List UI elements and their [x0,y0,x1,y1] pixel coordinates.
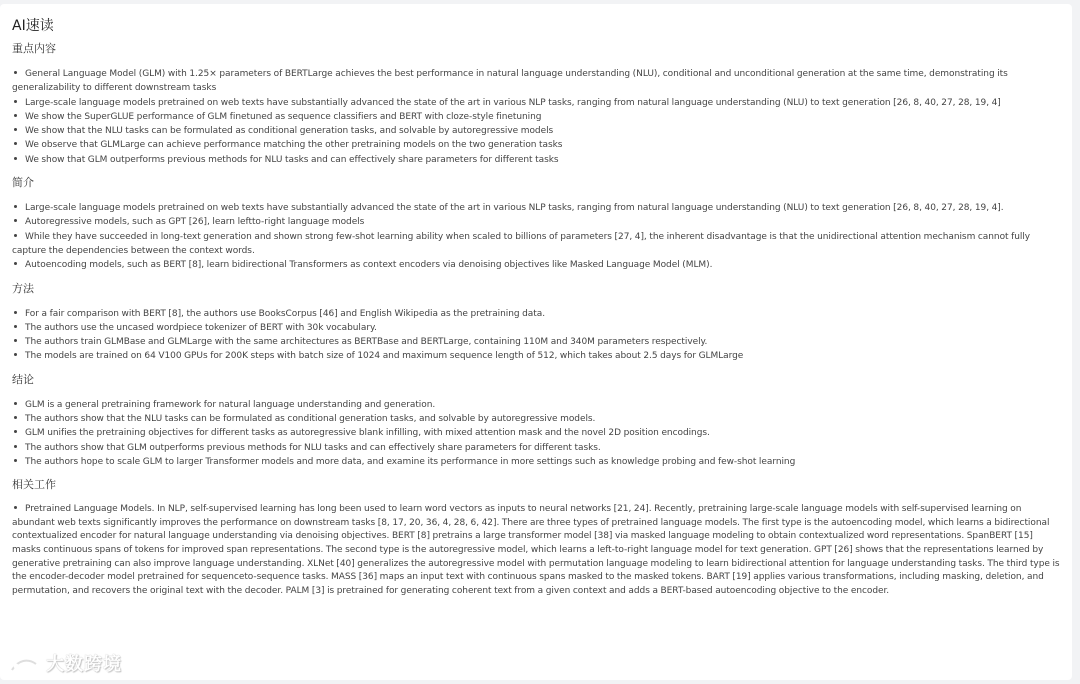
bullet-item [12,96,1060,110]
bullet-text: The authors use the uncased wordpiece tokenizer of BERT with 30k vocabulary. [25,322,377,333]
bullet-text: For a fair comparison with BERT [8], the authors use BooksCorpus [46] and English Wikipedia as the pretraining data. [25,308,546,319]
bullet-dot-icon [14,157,17,160]
bullet-text: The models are trained on 64 V100 GPUs for 200K steps with batch size of 1024 and maximum sequence length of 512, which takes about 2.5 days for GLMLarge [25,351,744,362]
bullet-item [12,503,1060,598]
bullet-text: We observe that GLMLarge can achieve performance matching the other pretraining models on the two generation tasks [25,140,563,151]
bullet-item [12,412,1060,426]
bullet-text: We show that GLM outperforms previous methods for NLU tasks and can effectively share parameters for different tasks [25,154,559,165]
bullet-item [12,138,1060,152]
section-heading: 重点内容 [12,42,56,55]
summary-sections [12,42,1060,598]
bullet-text: Large-scale language models pretrained on web texts have substantially advanced the state of the art in various NLP tasks, ranging from natural language understanding (NLU) to text generation [26, 8, 40, 27, 28, 19, 4]. [25,203,1004,214]
bullet-item [12,398,1060,412]
bullet-list [12,398,1060,469]
bullet-dot-icon [14,205,17,208]
watermark [6,648,122,678]
brand-logo-icon [6,648,40,678]
bullet-item [12,455,1060,469]
bullet-dot-icon [14,416,17,419]
bullet-text: Pretrained Language Models. In NLP, self-supervised learning has long been used to learn word vectors as inputs to neural networks [21, 24]. Recently, pretraining large-scale language models with self-supervised learning on abundant web texts significantly improves the performance on downstream tasks [8, 17, 20, 36, 4, 28, 6, 42]. There are three types of pretrained language models. The first type is the autoencoding model, which learns a bidirectional contextualized encoder for natural language understanding via denoising objectives. BERT [8] pretrains a large transformer model [38] via masked language modeling to obtain contextualized word representations. SpanBERT [15] masks continuous spans of tokens for improved span representations. The second type is the autoregressive model, which learns a left-to-right language model for text generation. GPT [26] shows that the representations learned by generative pretraining can also improve language understanding. XLNet [40] generalizes the autoregressive model with permutation language modeling to learn bidirectional attention for language understanding tasks. The third type is the encoder-decoder model pretrained for sequenceto-sequence tasks. MASS [36] maps an input text with continuous spans masked to the masked tokens. BART [19] applies various transformations, including masking, deletion, and permutation, and recovers the original text with the decoder. PALM [3] is pretrained for generating coherent text from a given context and adds a BERT-based autoencoding objective to the encoder. [12,504,1060,596]
section-heading: 相关工作 [12,478,56,492]
section-heading: 结论 [12,372,34,386]
bullet-item [12,124,1060,138]
bullet-dot-icon [14,445,17,448]
section [12,176,1060,272]
bullet-text: General Language Model (GLM) with 1.25× parameters of BERTLarge achieves the best performance in natural language understanding (NLU), conditional and unconditional generation at the same time, demonstrating its generalizability to different downstream tasks [12,69,1008,94]
bullet-item [12,215,1060,229]
section-heading: 简介 [12,176,34,190]
bullet-text: GLM unifies the pretraining objectives for different tasks as autoregressive blank infilling, with mixed attention mask and the novel 2D position encodings. [25,428,710,439]
bullet-text: We show the SuperGLUE performance of GLM finetuned as sequence classifiers and BERT with cloze-style finetuning [25,111,542,122]
section [12,373,1060,469]
bullet-list [12,67,1060,167]
section [12,478,1060,598]
bullet-text: GLM is a general pretraining framework for natural language understanding and generation. [25,399,436,410]
bullet-item [12,349,1060,363]
card-title: AI速读 [12,18,54,34]
bullet-dot-icon [14,71,17,74]
bullet-list [12,307,1060,364]
bullet-item [12,321,1060,335]
bullet-dot-icon [14,262,17,265]
section-heading: 方法 [12,281,34,295]
bullet-dot-icon [14,128,17,131]
bullet-text: The authors show that the NLU tasks can be formulated as conditional generation tasks, and solvable by autoregressive models. [25,414,596,425]
bullet-item [12,67,1060,96]
ai-summary-card [0,4,1072,680]
bullet-list [12,503,1060,598]
bullet-dot-icon [14,339,17,342]
bullet-item [12,335,1060,349]
bullet-text: Autoencoding models, such as BERT [8], learn bidirectional Transformers as context encoders via denoising objectives like Masked Language Model (MLM). [25,260,713,271]
bullet-text: The authors train GLMBase and GLMLarge with the same architectures as BERTBase and BERTLarge, containing 110M and 340M parameters respectively. [25,337,708,348]
bullet-dot-icon [14,459,17,462]
section [12,282,1060,364]
bullet-dot-icon [14,100,17,103]
bullet-item [12,110,1060,124]
bullet-text: Autoregressive models, such as GPT [26], learn leftto-right language models [25,217,365,228]
bullet-dot-icon [14,219,17,222]
watermark-text: 大数跨境 [46,654,122,675]
bullet-dot-icon [14,430,17,433]
bullet-item [12,307,1060,321]
bullet-item [12,441,1060,455]
bullet-list [12,201,1060,272]
bullet-dot-icon [14,353,17,356]
bullet-dot-icon [14,402,17,405]
bullet-dot-icon [14,142,17,145]
bullet-dot-icon [14,506,17,509]
bullet-text: While they have succeeded in long-text generation and shown strong few-shot learning ability when scaled to billions of parameters [27, 4], the inherent disadvantage is that the unidirectional attention mechanism cannot fully capture the dependencies between the context words. [12,231,1031,256]
bullet-item [12,426,1060,440]
bullet-item [12,153,1060,167]
bullet-dot-icon [14,325,17,328]
bullet-item [12,258,1060,272]
section [12,42,1060,167]
bullet-dot-icon [14,311,17,314]
bullet-item [12,201,1060,215]
bullet-text: The authors show that GLM outperforms previous methods for NLU tasks and can effectively share parameters for different tasks. [25,442,601,453]
bullet-dot-icon [14,234,17,237]
bullet-dot-icon [14,114,17,117]
bullet-text: The authors hope to scale GLM to larger Transformer models and more data, and examine its performance in more settings such as knowledge probing and few-shot learning [25,456,796,467]
bullet-item [12,230,1060,259]
bullet-text: We show that the NLU tasks can be formulated as conditional generation tasks, and solvable by autoregressive models [25,126,554,137]
bullet-text: Large-scale language models pretrained on web texts have substantially advanced the state of the art in various NLP tasks, ranging from natural language understanding (NLU) to text generation [26, 8, 40, 27, 28, 19, 4] [25,97,1001,108]
